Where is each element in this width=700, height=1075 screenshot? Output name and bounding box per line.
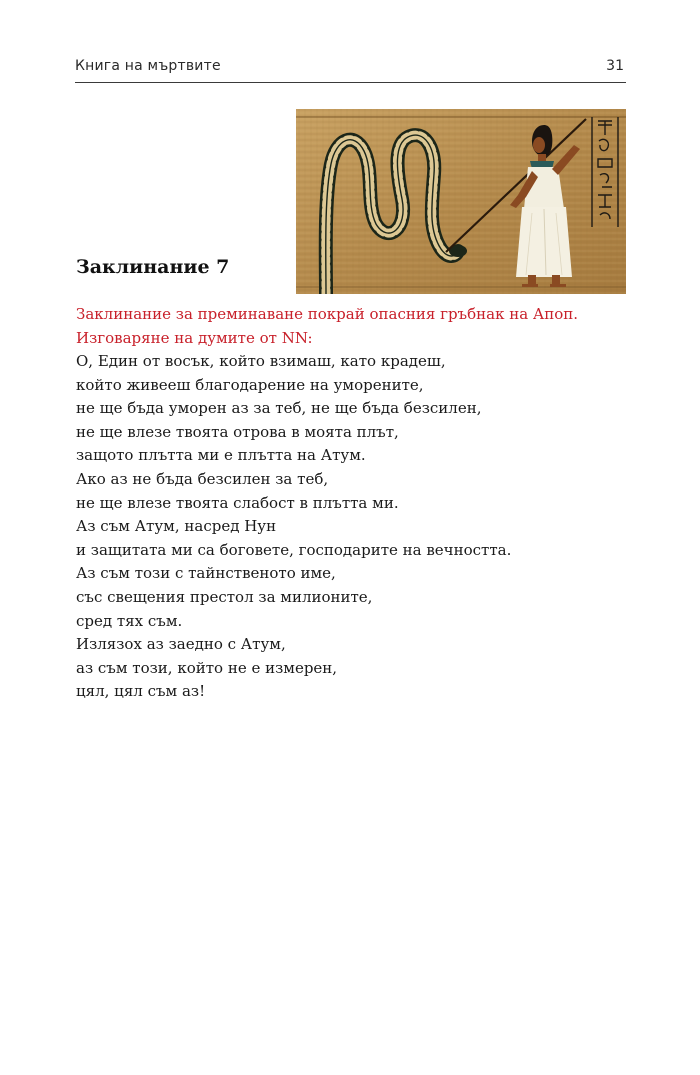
spell-rubric (76, 302, 636, 350)
running-header (75, 54, 626, 83)
page-number: 31 (606, 58, 624, 74)
running-title: Книга на мъртвите (75, 58, 221, 74)
verse-line: със свещения престол за милионите, (76, 587, 373, 606)
papyrus-illustration (296, 109, 626, 294)
verse-line: защото плътта ми е плътта на Атум. (76, 446, 366, 465)
verse-line: не ще влезе твоята слабост в плътта ми. (76, 493, 399, 512)
rubric-line: Изговаряне на думите от NN: (76, 329, 313, 347)
verse-line: Ако аз не бъда безсилен за теб, (76, 469, 329, 488)
verse-line: Излязох аз заедно с Атум, (76, 635, 286, 654)
rubric-line: Заклинание за преминаване покрай опасния гръбнак на Апоп. (76, 305, 579, 323)
spell-title: Заклинание 7 (76, 256, 230, 278)
verse-line: Аз съм този с тайнственото име, (76, 564, 336, 583)
verse-line: и защитата ми са боговете, господарите на вечността. (76, 540, 512, 559)
verse-line: не ще бъда уморен аз за теб, не ще бъда безсилен, (76, 399, 482, 418)
verse-line: аз съм този, който не е измерен, (76, 658, 338, 677)
verse-line: цял, цял съм аз! (76, 682, 206, 701)
spell-text (76, 350, 636, 704)
verse-line: сред тях съм. (76, 611, 183, 630)
verse-line: който живееш благодарение на уморените, (76, 375, 424, 394)
verse-line: О, Един от восък, който взимаш, като крадеш, (76, 352, 446, 370)
verse-line: не ще влезе твоята отрова в моята плът, (76, 422, 399, 441)
verse-line: Аз съм Атум, насред Нун (76, 517, 277, 536)
